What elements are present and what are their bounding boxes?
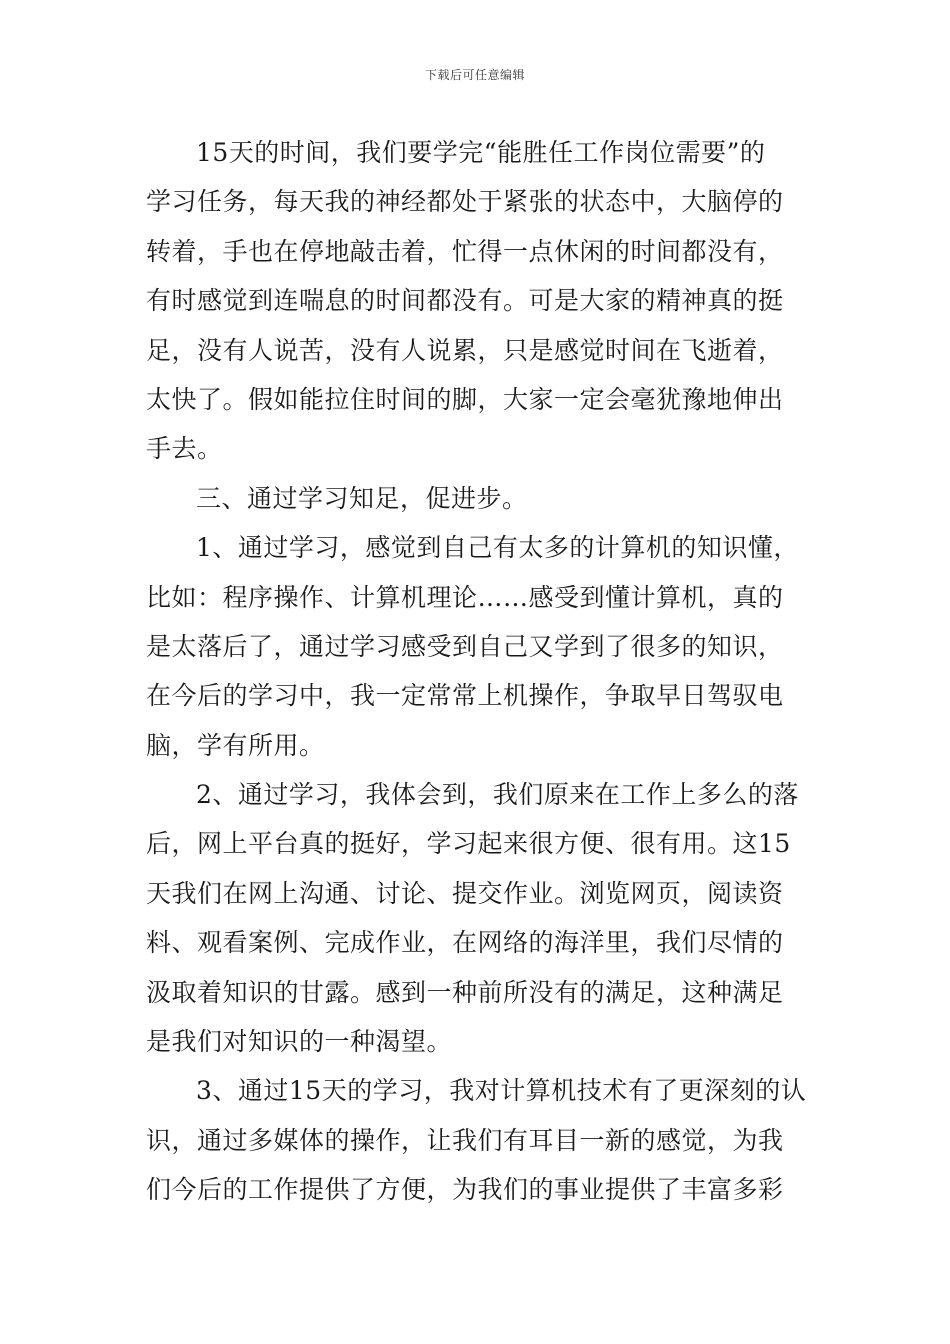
text-line: 识，通过多媒体的操作，让我们有耳目一新的感觉，为我 (146, 1125, 784, 1155)
text-line: 2、通过学习，我体会到，我们原来在工作上多么的落 (196, 780, 799, 810)
text-line: 手去。 (146, 434, 223, 464)
text-line: 比如：程序操作、计算机理论……感受到懂计算机，真的 (146, 582, 784, 612)
text-line: 1、通过学习，感觉到自己有太多的计算机的知识懂， (196, 533, 799, 563)
text-line: 3、通过15天的学习，我对计算机技术有了更深刻的认 (196, 1076, 807, 1106)
paragraph-study-intensity (146, 128, 814, 474)
text-line: 脑，学有所用。 (146, 730, 325, 760)
text-line: 料、观看案例、完成作业，在网络的海洋里，我们尽情的 (146, 928, 784, 958)
paragraph-point-2 (146, 770, 814, 1066)
page-header: 下载后可任意编辑 (424, 68, 525, 82)
text-line: 们今后的工作提供了方便，为我们的事业提供了丰富多彩 (146, 1175, 784, 1205)
text-line: 天我们在网上沟通、讨论、提交作业。浏览网页，阅读资 (146, 878, 784, 908)
text-line: 是我们对知识的一种渴望。 (146, 1027, 453, 1057)
text-line: 15天的时间，我们要学完“能胜任工作岗位需要”的 (196, 138, 766, 167)
text-line: 学习任务，每天我的神经都处于紧张的状态中，大脑停的 (146, 187, 784, 217)
heading-line: 三、通过学习知足，促进步。 (196, 483, 528, 513)
text-line: 足，没有人说苦，没有人说累，只是感觉时间在飞逝着， (146, 335, 784, 365)
text-line: 在今后的学习中，我一定常常上机操作，争取早日驾驭电 (146, 681, 784, 711)
text-line: 是太落后了，通过学习感受到自己又学到了很多的知识， (146, 631, 784, 661)
text-line: 太快了。假如能拉住时间的脚，大家一定会毫犹豫地伸出 (146, 384, 784, 414)
paragraph-point-3 (146, 1066, 814, 1214)
paragraph-point-1 (146, 523, 814, 770)
text-line: 有时感觉到连喘息的时间都没有。可是大家的精神真的挺 (146, 286, 784, 316)
text-line: 汲取着知识的甘露。感到一种前所没有的满足，这种满足 (146, 977, 784, 1007)
section-heading (146, 474, 814, 523)
text-line: 后，网上平台真的挺好，学习起来很方便、很有用。这15 (146, 829, 791, 859)
text-line: 转着，手也在停地敲击着，忙得一点休闲的时间都没有， (146, 236, 784, 266)
document-body (146, 128, 814, 1215)
